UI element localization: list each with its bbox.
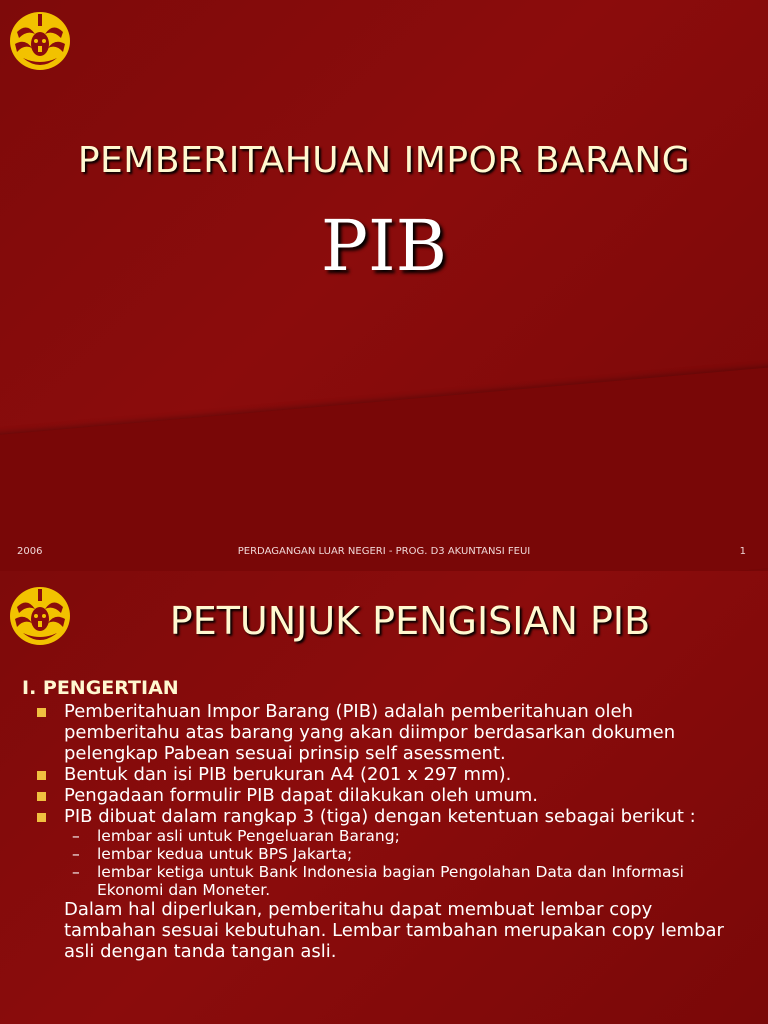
square-bullet-icon — [37, 771, 46, 780]
list-item — [22, 785, 742, 806]
slide-1-title: PEMBERITAHUAN IMPOR BARANG — [77, 140, 691, 181]
slide-1-subtitle: PIB — [320, 205, 448, 287]
sub-list — [22, 827, 742, 899]
square-bullet-icon — [37, 708, 46, 717]
section-heading: I. PENGERTIAN — [22, 677, 179, 699]
sub-list-item — [22, 863, 742, 899]
bullet-text: Pemberitahuan Impor Barang (PIB) adalah pemberitahuan oleh pemberitahu atas barang yang akan diimpor berdasarkan dokumen pelengkap Pabean sesuai prinsip self asessment. — [64, 701, 676, 764]
square-bullet-icon — [37, 792, 46, 801]
slide-1-footer — [0, 546, 768, 560]
footer-page-number: 1 — [739, 546, 746, 557]
sub-item-text: lembar ketiga untuk Bank Indonesia bagian Pengolahan Data dan Informasi Ekonomi dan Moneter. — [97, 863, 684, 899]
list-item — [22, 701, 742, 764]
sub-item-text: lembar kedua untuk BPS Jakarta; — [97, 845, 353, 863]
list-item — [22, 764, 742, 785]
slide-2-content — [22, 677, 742, 962]
bullet-text: Pengadaan formulir PIB dapat dilakukan oleh umum. — [64, 785, 539, 806]
footer-year: 2006 — [17, 546, 43, 557]
makara-logo-icon — [9, 585, 71, 647]
sub-list-item — [22, 827, 742, 845]
closing-paragraph: Dalam hal diperlukan, pemberitahu dapat membuat lembar copy tambahan sesuai kebutuhan. Lembar tambahan merupakan copy lembar asli dengan tanda tangan asli. — [64, 899, 724, 962]
footer-course: PERDAGANGAN LUAR NEGERI - PROG. D3 AKUNTANSI FEUI — [237, 546, 531, 557]
list-item — [22, 806, 742, 827]
square-bullet-icon — [37, 813, 46, 822]
background-sweep — [0, 362, 768, 571]
dash-bullet-icon: – — [72, 845, 80, 863]
slide-2 — [0, 571, 768, 1024]
bullet-text: Bentuk dan isi PIB berukuran A4 (201 x 297 mm). — [64, 764, 512, 785]
dash-bullet-icon: – — [72, 827, 80, 845]
dash-bullet-icon: – — [72, 863, 80, 881]
bullet-list — [22, 701, 742, 827]
sub-list-item — [22, 845, 742, 863]
bullet-text: PIB dibuat dalam rangkap 3 (tiga) dengan ketentuan sebagai berikut : — [64, 806, 696, 827]
sub-item-text: lembar asli untuk Pengeluaran Barang; — [97, 827, 400, 845]
makara-logo-icon — [9, 10, 71, 72]
slide-2-title: PETUNJUK PENGISIAN PIB — [169, 599, 651, 643]
